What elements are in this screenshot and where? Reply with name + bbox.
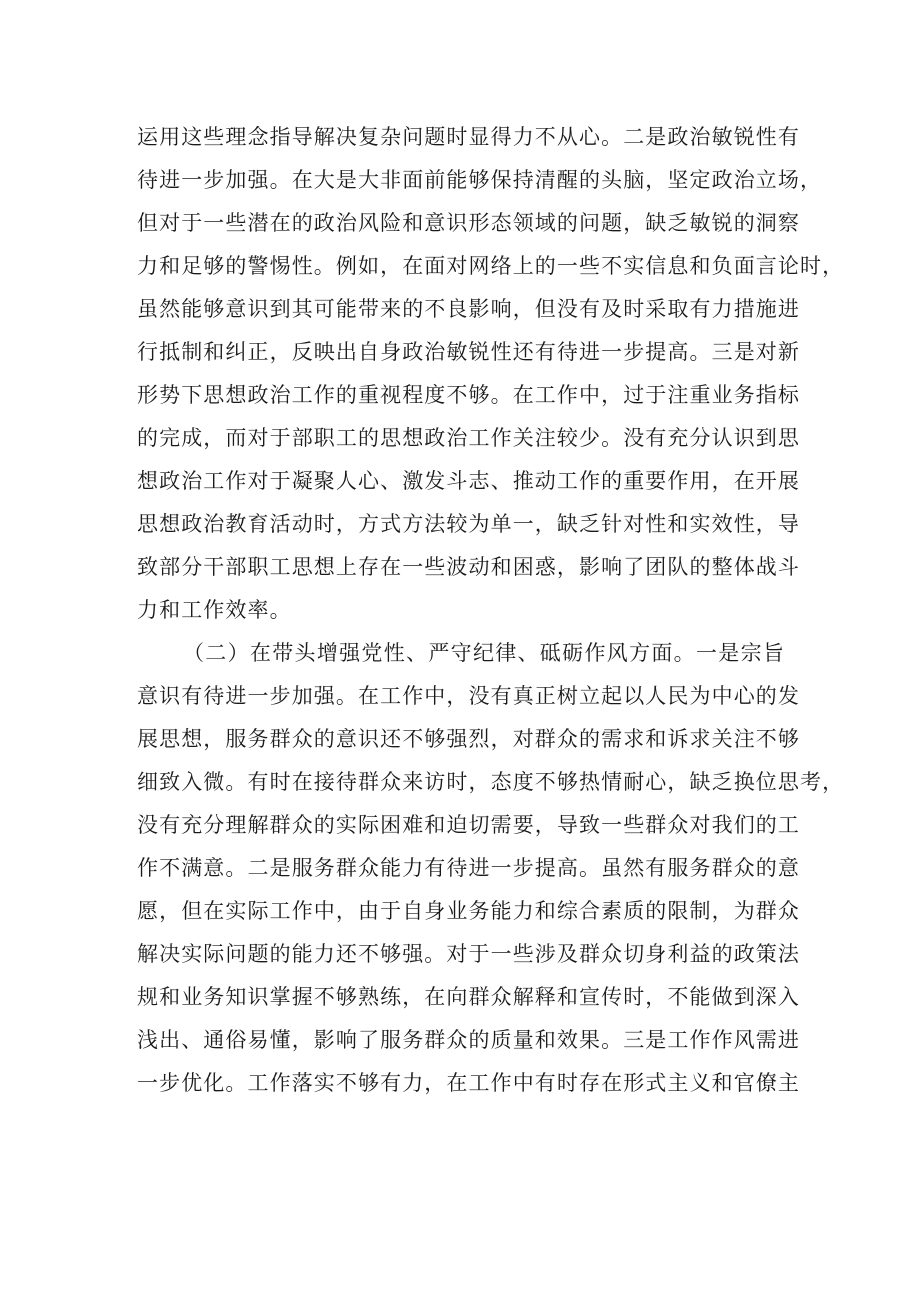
- text-line: 的完成，而对于部职工的思想政治工作关注较少。没有充分认识到思: [137, 426, 800, 450]
- text-line: 形势下思想政治工作的重视程度不够。在工作中，过于注重业务指标: [137, 383, 800, 407]
- text-line-indented: （二）在带头增强党性、严守纪律、砥砺作风方面。一是宗旨: [183, 641, 785, 665]
- document-body: [137, 116, 845, 1105]
- text-line: 没有充分理解群众的实际困难和迫切需要，导致一些群众对我们的工: [137, 813, 800, 837]
- text-line: 细致入微。有时在接待群众来访时，态度不够热情耐心，缺乏换位思考，: [137, 770, 845, 794]
- text-line: 思想政治教育活动时，方式方法较为单一，缺乏针对性和实效性，导: [137, 512, 800, 536]
- text-line: 力和足够的警惕性。例如，在面对网络上的一些不实信息和负面言论时，: [137, 254, 845, 278]
- text-line: 致部分干部职工思想上存在一些波动和困惑，影响了团队的整体战斗: [137, 555, 800, 579]
- paragraph-2: [137, 632, 845, 1105]
- text-line: 作不满意。二是服务群众能力有待进一步提高。虽然有服务群众的意: [137, 856, 800, 880]
- text-line: 虽然能够意识到其可能带来的不良影响，但没有及时采取有力措施进: [137, 297, 800, 321]
- text-line: 规和业务知识掌握不够熟练，在向群众解释和宣传时，不能做到深入: [137, 985, 800, 1009]
- text-line: 但对于一些潜在的政治风险和意识形态领域的问题，缺乏敏锐的洞察: [137, 211, 800, 235]
- text-line: 解决实际问题的能力还不够强。对于一些涉及群众切身利益的政策法: [137, 942, 800, 966]
- text-line: 一步优化。工作落实不够有力，在工作中有时存在形式主义和官僚主: [137, 1071, 800, 1095]
- text-line: 展思想，服务群众的意识还不够强烈，对群众的需求和诉求关注不够: [137, 727, 800, 751]
- text-line: 力和工作效率。: [137, 598, 292, 622]
- text-line: 待进一步加强。在大是大非面前能够保持清醒的头脑，坚定政治立场，: [137, 168, 823, 192]
- text-line: 浅出、通俗易懂，影响了服务群众的质量和效果。三是工作作风需进: [137, 1028, 800, 1052]
- text-line: 运用这些理念指导解决复杂问题时显得力不从心。二是政治敏锐性有: [137, 125, 800, 149]
- paragraph-1: [137, 116, 845, 632]
- text-line: 行抵制和纠正，反映出自身政治敏锐性还有待进一步提高。三是对新: [137, 340, 800, 364]
- text-line: 意识有待进一步加强。在工作中，没有真正树立起以人民为中心的发: [137, 684, 800, 708]
- text-line: 愿，但在实际工作中，由于自身业务能力和综合素质的限制，为群众: [137, 899, 800, 923]
- text-line: 想政治工作对于凝聚人心、激发斗志、推动工作的重要作用，在开展: [137, 469, 800, 493]
